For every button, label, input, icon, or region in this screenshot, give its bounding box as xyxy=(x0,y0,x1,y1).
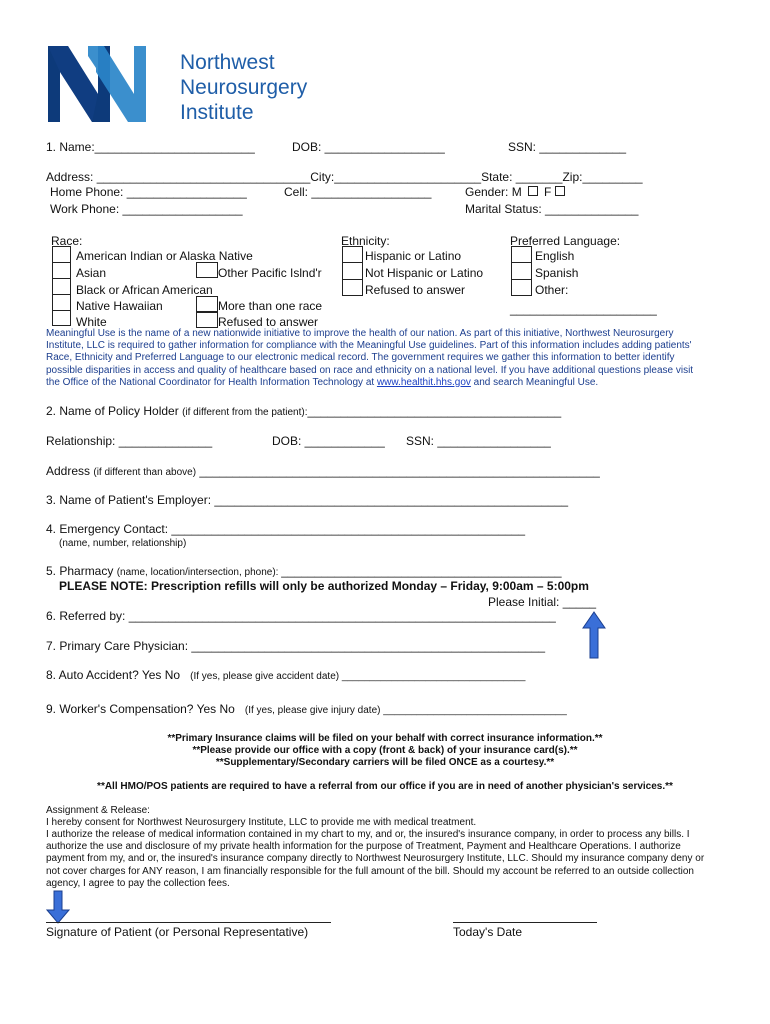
race-pacific-islander[interactable]: Other Pacific Islnd'r xyxy=(218,266,322,280)
down-arrow-icon xyxy=(46,890,70,924)
logo-wordmark xyxy=(180,50,307,125)
policy-holder-field[interactable]: 2. Name of Policy Holder (if different from the patient):______________________________________ xyxy=(46,404,562,418)
hmo-note: **All HMO/POS patients are required to have a referral from our office if you are in need of another physician's services.** xyxy=(97,781,673,792)
relationship-field[interactable]: Relationship: ______________ xyxy=(46,434,213,448)
language-other[interactable]: Other: xyxy=(535,283,569,297)
auto-accident-field[interactable]: 8. Auto Accident? Yes No (If yes, please give accident date) _________________________________ xyxy=(46,668,526,682)
insurance-note-1: **Primary Insurance claims will be filed on your behalf with correct insurance information.** xyxy=(167,733,603,744)
assignment-body: I authorize the release of medical information contained in my chart to my, and or, the insured's insurance company, in order to process any bills. I authorize the use and disclosure of my private health information for the purpose of Treatment, Payment and Healthcare Operations. I authorize payment from my, and or, the insured's insurance company directly to Northwest Neurosurgery Institute, LLC. Should my insurance company deny or not cover charges for ANY reason, I am financially responsible for the full amount of the bill. Should my account be referred to an outside collection agency, I agree to pay the collection fees. xyxy=(46,829,705,889)
race-more-than-one[interactable]: More than one race xyxy=(218,299,323,313)
please-initial-field[interactable]: Please Initial: _____ xyxy=(488,595,597,609)
signature-label: Signature of Patient (or Personal Representative) xyxy=(46,925,309,939)
insurance-note-3: **Supplementary/Secondary carriers will be filed ONCE as a courtesy.** xyxy=(215,757,555,768)
emergency-contact-field[interactable]: 4. Emergency Contact: _____________________________________________________ xyxy=(46,522,526,536)
home-phone-field[interactable]: Home Phone: __________________ xyxy=(50,185,247,199)
ssn-field[interactable]: SSN: _____________ xyxy=(508,140,627,154)
race-checkbox-column xyxy=(52,246,71,326)
name-field[interactable]: 1. Name:________________________ xyxy=(46,140,255,154)
refill-notice: PLEASE NOTE: Prescription refills will only be authorized Monday – Friday, 9:00am – 5:00pm xyxy=(59,579,589,593)
address-field[interactable]: Address: ________________________________City:______________________State: _______Zip:_________ xyxy=(46,170,643,184)
gender-female-checkbox[interactable] xyxy=(555,186,565,196)
referred-by-field[interactable]: 6. Referred by: ________________________________________________________________ xyxy=(46,609,556,623)
language-other-line[interactable]: ______________________ xyxy=(510,302,657,316)
emergency-contact-hint: (name, number, relationship) xyxy=(59,538,187,549)
language-spanish[interactable]: Spanish xyxy=(535,266,579,280)
race-refused[interactable]: Refused to answer xyxy=(218,315,319,329)
race-title: Race: xyxy=(51,234,83,248)
assignment-consent: I hereby consent for Northwest Neurosurgery Institute, LLC to provide me with medical treatment. xyxy=(46,817,477,828)
work-phone-field[interactable]: Work Phone: __________________ xyxy=(50,202,243,216)
insurance-note-2: **Please provide our office with a copy (front & back) of your insurance card(s).** xyxy=(192,745,578,756)
pharmacy-field[interactable]: 5. Pharmacy (name, location/intersection, phone): __________________________________________ xyxy=(46,564,562,578)
signature-line[interactable] xyxy=(46,922,331,923)
ethnicity-checkbox-column xyxy=(342,246,363,296)
workers-comp-field[interactable]: 9. Worker's Compensation? Yes No (If yes, please give injury date) _________________________________ xyxy=(46,702,567,716)
gender-male-checkbox[interactable] xyxy=(528,186,538,196)
race-refused-checkbox[interactable] xyxy=(196,312,218,328)
primary-care-field[interactable]: 7. Primary Care Physician: _____________________________________________________ xyxy=(46,639,546,653)
nni-logo-mark xyxy=(48,46,176,122)
employer-field[interactable]: 3. Name of Patient's Employer: _____________________________________________________ xyxy=(46,493,569,507)
gender-label: Gender: M xyxy=(465,185,522,199)
ethnicity-not-hispanic[interactable]: Not Hispanic or Latino xyxy=(365,266,484,280)
race-native-hawaiian[interactable]: Native Hawaiian xyxy=(76,299,163,313)
logo-line-2: Neurosurgery xyxy=(180,76,308,99)
language-title: Preferred Language: xyxy=(510,234,621,248)
logo-line-3: Institute xyxy=(180,101,254,124)
ethnicity-hispanic[interactable]: Hispanic or Latino xyxy=(365,249,462,263)
meaningful-use-notice: Meaningful Use is the name of a new nationwide initiative to improve the health of our nation. As part of this initiative, Northwest Neurosurgery Institute, LLC is required to gather information for compliance with the Meaningful Use guidelines. Part of this information includes adding patients' Race, Ethnicity and Preferred Language to our electronic medical record. The government requires we gather this information to better identify possible disparities in access and quality of healthcare based on race and ethnicity on a national level. If you have additional questions please visit the Office of the National Coordinator for Health Information Technology at www.healthit.hhs.gov and search Meaningful Use. xyxy=(46,328,694,388)
holder-ssn-field[interactable]: SSN: _________________ xyxy=(406,434,551,448)
cell-phone-field[interactable]: Cell: __________________ xyxy=(284,185,432,199)
race-asian[interactable]: Asian xyxy=(76,266,107,280)
holder-dob-field[interactable]: DOB: ____________ xyxy=(272,434,385,448)
dob-field[interactable]: DOB: __________________ xyxy=(292,140,445,154)
holder-address-field[interactable]: Address (if different than above) ____________________________________________________________ xyxy=(46,464,600,478)
race-black[interactable]: Black or African American xyxy=(76,283,213,297)
race-american-indian[interactable]: American Indian or Alaska Native xyxy=(76,249,253,263)
date-label: Today's Date xyxy=(453,925,522,939)
race-pacific-checkbox[interactable] xyxy=(196,262,218,278)
language-english[interactable]: English xyxy=(535,249,575,263)
ethnicity-title: Ethnicity: xyxy=(341,234,390,248)
ethnicity-refused[interactable]: Refused to answer xyxy=(365,283,466,297)
up-arrow-icon xyxy=(582,611,606,659)
gender-female-label: F xyxy=(544,185,552,199)
logo-line-1: Northwest xyxy=(180,51,275,74)
race-white[interactable]: White xyxy=(76,315,107,329)
language-checkbox-column xyxy=(511,246,532,296)
healthit-link[interactable]: www.healthit.hhs.gov xyxy=(376,376,471,388)
date-line[interactable] xyxy=(453,922,597,923)
race-more-checkbox[interactable] xyxy=(196,296,218,312)
assignment-title: Assignment & Release: xyxy=(46,805,150,816)
marital-status-field[interactable]: Marital Status: ______________ xyxy=(465,202,639,216)
